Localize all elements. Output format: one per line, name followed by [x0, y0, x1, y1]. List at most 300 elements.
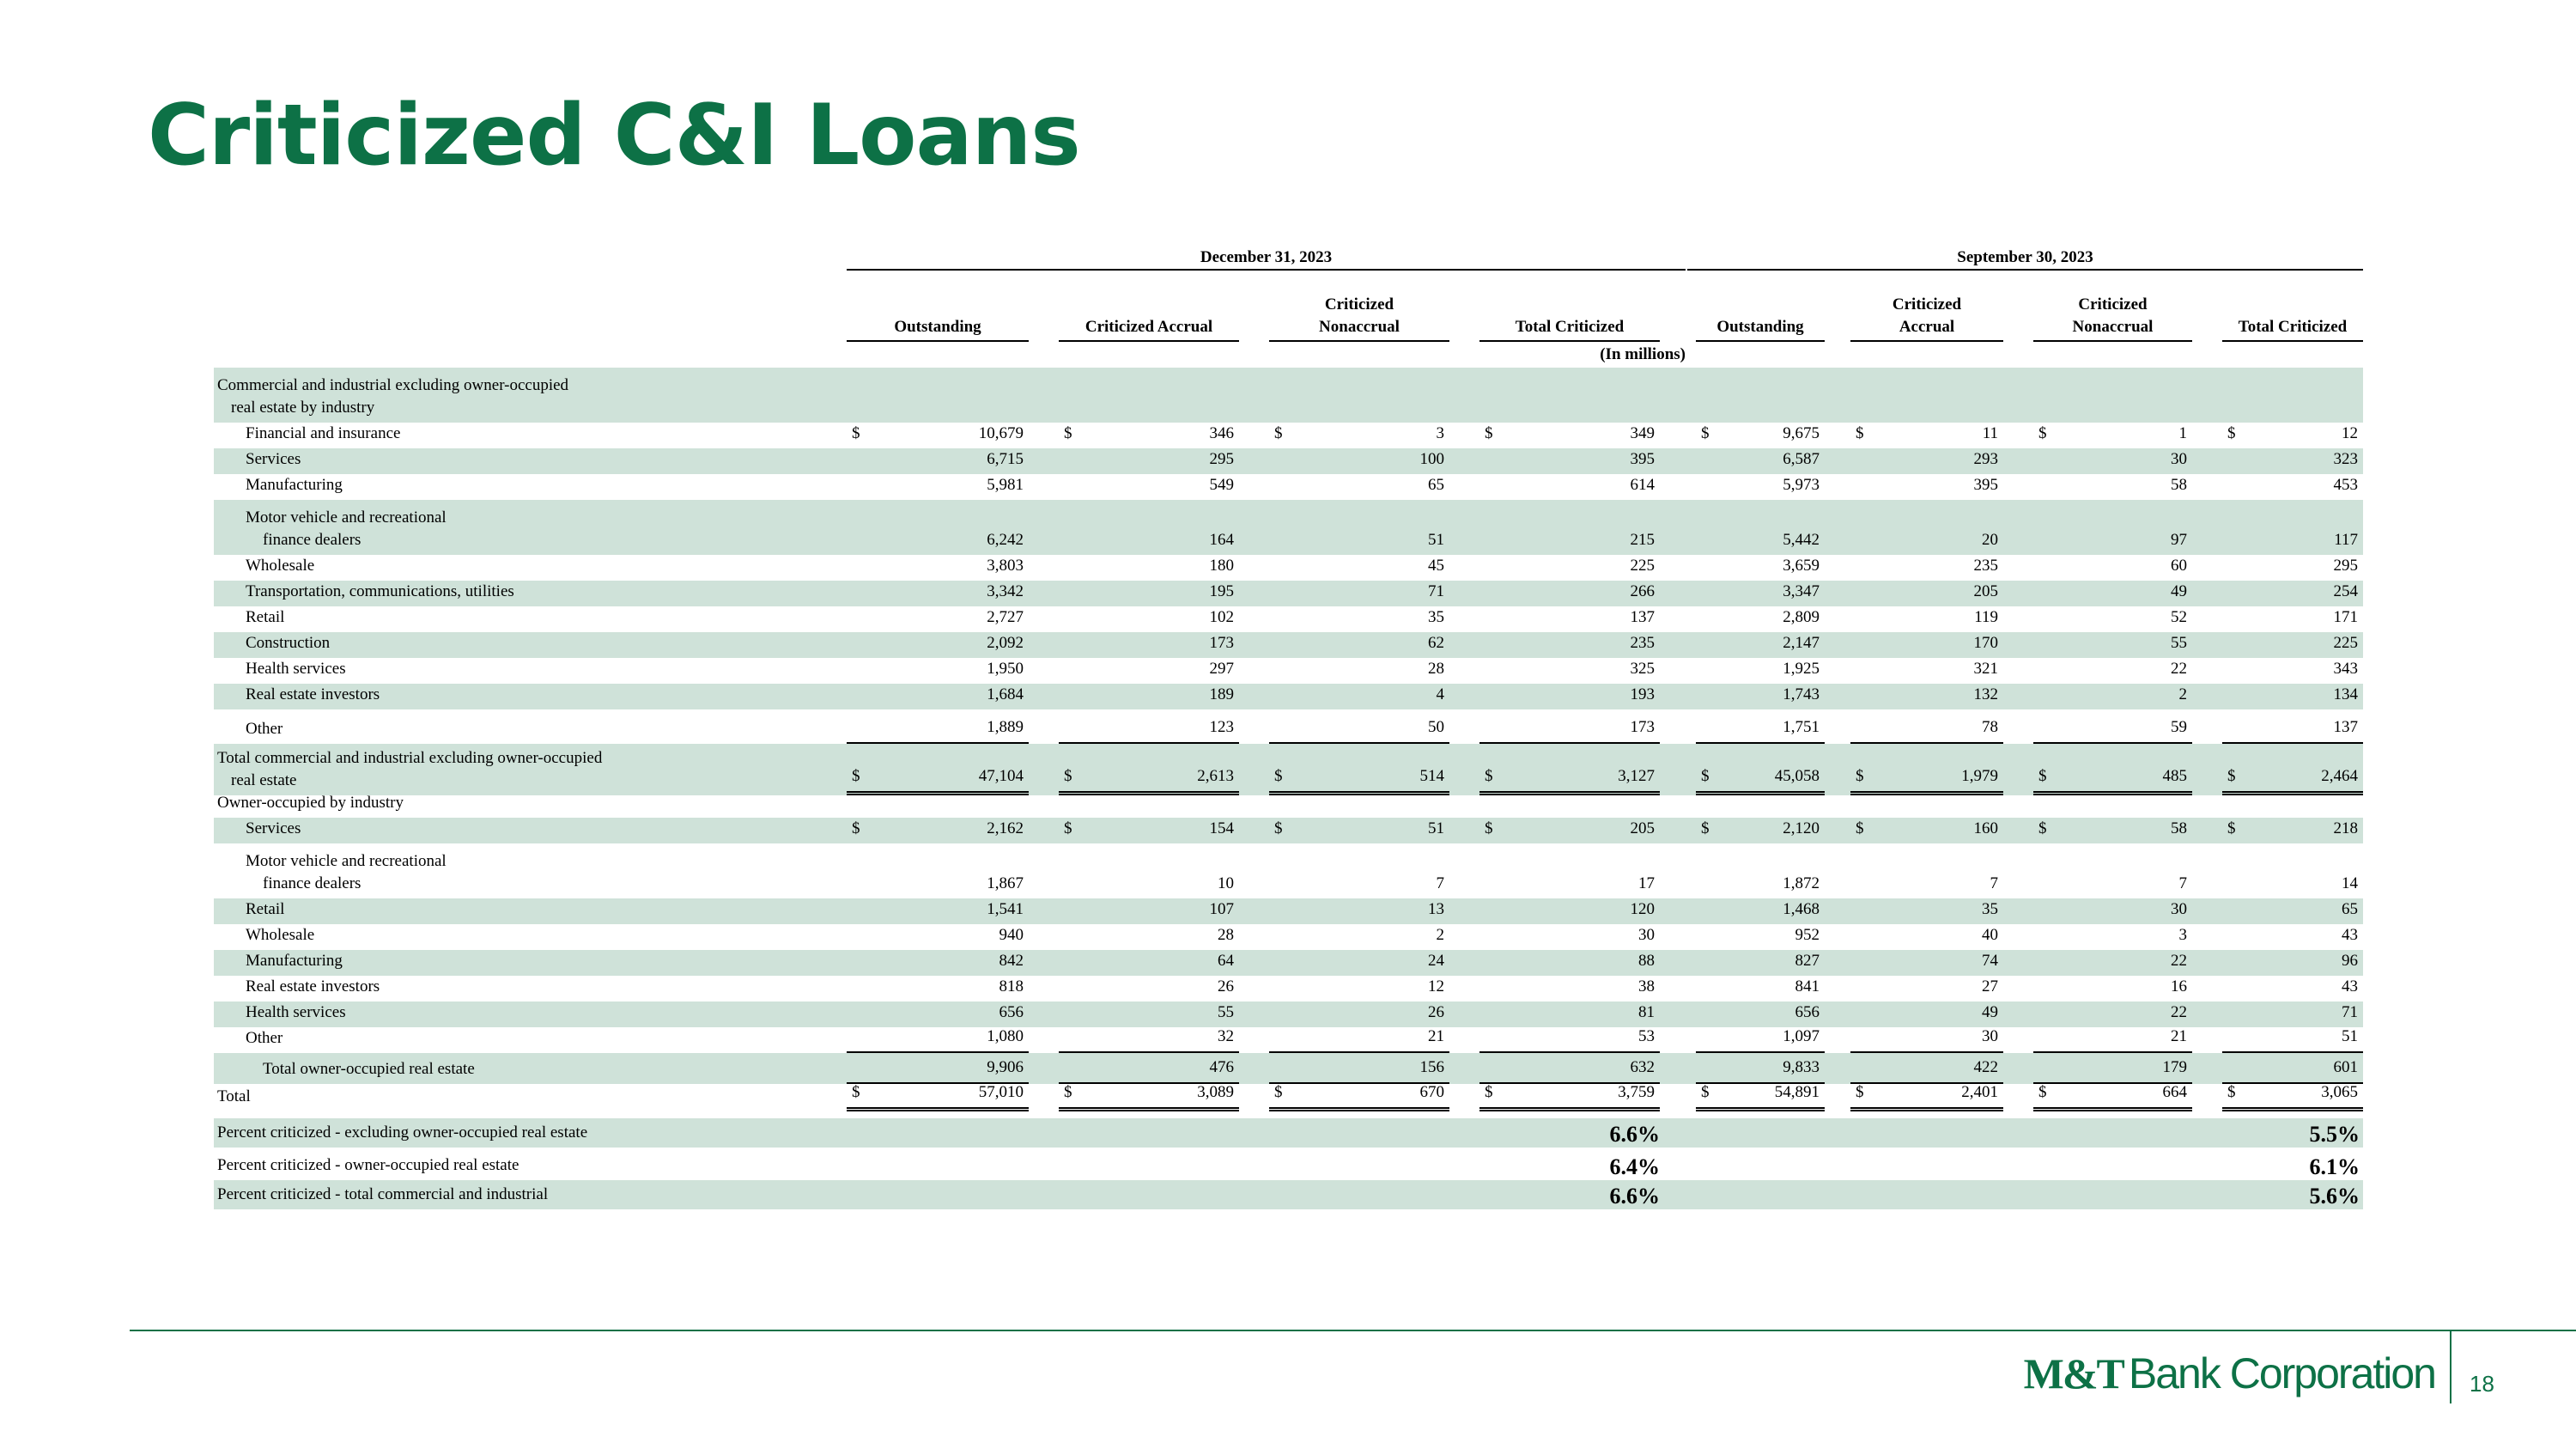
table-cell: [1479, 1027, 1660, 1053]
dollar-sign: $: [1701, 819, 1710, 837]
dollar-sign: $: [1274, 819, 1283, 837]
table-cell: [1059, 632, 1239, 658]
column-header-line: Outstanding: [894, 318, 981, 336]
table-cell: [2222, 818, 2363, 843]
page-number: 18: [2470, 1371, 2494, 1397]
table-row: [214, 474, 2363, 500]
dollar-sign: $: [1274, 767, 1283, 785]
dollar-sign: $: [2038, 819, 2047, 837]
cell-value: 321: [1973, 660, 1998, 678]
cell-value: 225: [2333, 634, 2358, 652]
dollar-sign: $: [1856, 424, 1864, 442]
table-cell: [1269, 555, 1449, 581]
table-cell: [847, 843, 1029, 898]
cell-value: 49: [1982, 1003, 1998, 1021]
table-cell: [2033, 709, 2192, 744]
cell-value: 64: [1218, 952, 1234, 970]
page-title: Criticized C&I Loans: [148, 87, 1080, 185]
table-row: [214, 555, 2363, 581]
row-label: [246, 423, 400, 445]
cell-value: 26: [1428, 1003, 1444, 1021]
table-cell: [847, 709, 1029, 744]
cell-value: 2,401: [1961, 1083, 1998, 1101]
cell-value: 154: [1209, 819, 1234, 837]
cell-value: 88: [1638, 952, 1655, 970]
cell-value: 22: [2171, 1003, 2187, 1021]
cell-value: 9,906: [987, 1058, 1024, 1076]
cell-value: 45,058: [1774, 767, 1820, 785]
cell-value: 225: [1630, 557, 1655, 575]
table-cell: [1850, 581, 2003, 606]
cell-value: 16: [2171, 977, 2187, 995]
dollar-sign: $: [1064, 767, 1072, 785]
column-header-line: Nonaccrual: [1319, 318, 1400, 336]
table-cell: [847, 818, 1029, 843]
table-cell: [1479, 843, 1660, 898]
table-row: [214, 581, 2363, 606]
cell-value: 10,679: [978, 424, 1024, 442]
cell-value: 21: [2171, 1027, 2187, 1045]
table-cell: [1696, 448, 1825, 474]
row-label: [246, 976, 380, 998]
cell-value: 325: [1630, 660, 1655, 678]
dollar-sign: $: [1856, 819, 1864, 837]
table-row: [214, 1180, 2363, 1209]
cell-value: 12: [2342, 424, 2358, 442]
table-cell: [2033, 1002, 2192, 1027]
row-label-line: finance dealers: [263, 531, 361, 549]
table-cell: [2222, 1027, 2363, 1053]
cell-value: 173: [1209, 634, 1234, 652]
table-cell: [1850, 709, 2003, 744]
table-cell: [1479, 1053, 1660, 1084]
cell-value: 40: [1982, 926, 1998, 944]
cell-value: 60: [2171, 557, 2187, 575]
cell-value: 1,541: [987, 900, 1024, 918]
cell-value: 50: [1428, 718, 1444, 736]
row-label: [217, 792, 404, 814]
row-label-line: Manufacturing: [246, 952, 343, 970]
cell-value: 1,889: [987, 718, 1024, 736]
table-cell: [1059, 555, 1239, 581]
footer-divider: [130, 1330, 2576, 1331]
cell-value: 51: [1428, 531, 1444, 549]
table-cell: [2222, 924, 2363, 950]
cell-value: 205: [1630, 819, 1655, 837]
row-label-line: finance dealers: [263, 874, 361, 892]
table-row: [214, 744, 2363, 795]
cell-value: 171: [2333, 608, 2358, 626]
table-cell: [1269, 744, 1449, 795]
dollar-sign: $: [1485, 1083, 1493, 1101]
table-row: [214, 795, 2363, 818]
row-label: [246, 555, 314, 577]
table-cell: [1059, 1027, 1239, 1053]
cell-value: 395: [1630, 450, 1655, 468]
table-cell: [1059, 500, 1239, 555]
cell-value: 10: [1218, 874, 1234, 892]
column-header: [1059, 290, 1239, 342]
table-cell: [1479, 500, 1660, 555]
cell-value: 3,127: [1618, 767, 1655, 785]
dollar-sign: $: [2227, 819, 2236, 837]
table-cell: [1696, 1027, 1825, 1053]
table-row: [214, 658, 2363, 684]
cell-value: 2,809: [1783, 608, 1820, 626]
column-header-line: Outstanding: [1716, 318, 1804, 336]
row-label: [246, 924, 314, 947]
cell-value: 53: [1638, 1027, 1655, 1045]
cell-value: 346: [1209, 424, 1234, 442]
table-cell: [1850, 474, 2003, 500]
table-cell: [847, 1053, 1029, 1084]
table-cell: [1059, 448, 1239, 474]
table-cell: [2222, 976, 2363, 1002]
table-cell: [1269, 1002, 1449, 1027]
row-label: [246, 1002, 346, 1024]
cell-value: 51: [2342, 1027, 2358, 1045]
table-cell: [2033, 744, 2192, 795]
row-label-line: Retail: [246, 608, 285, 626]
cell-value: 123: [1209, 718, 1234, 736]
cell-value: 55: [2171, 634, 2187, 652]
table-cell: [847, 684, 1029, 709]
table-cell: [1850, 1027, 2003, 1053]
table-cell: [1696, 898, 1825, 924]
column-header-line: Nonaccrual: [2072, 318, 2154, 336]
table-row: [214, 818, 2363, 843]
cell-value: 1,097: [1783, 1027, 1820, 1045]
table-cell: [1850, 500, 2003, 555]
table-cell: [847, 423, 1029, 448]
column-header-line: Accrual: [1899, 318, 1955, 336]
cell-value: 1,751: [1783, 718, 1820, 736]
dollar-sign: $: [2038, 1083, 2047, 1101]
table-cell: [2222, 474, 2363, 500]
column-header-line: Criticized: [1324, 295, 1394, 314]
table-cell: [1269, 950, 1449, 976]
percent-cell: [2222, 1148, 2363, 1180]
table-cell: [2033, 474, 2192, 500]
cell-value: 173: [1630, 718, 1655, 736]
cell-value: 514: [1419, 767, 1444, 785]
cell-value: 5,442: [1783, 531, 1820, 549]
cell-value: 43: [2342, 977, 2358, 995]
column-header: [847, 290, 1029, 342]
cell-value: 35: [1428, 608, 1444, 626]
cell-value: 96: [2342, 952, 2358, 970]
table-cell: [2222, 581, 2363, 606]
table-cell: [1269, 632, 1449, 658]
cell-value: 30: [2171, 450, 2187, 468]
cell-value: 97: [2171, 531, 2187, 549]
row-label-line: Motor vehicle and recreational: [246, 852, 447, 870]
table-row: [214, 950, 2363, 976]
percent-value: 6.1%: [2309, 1154, 2360, 1179]
units-note: (In millions): [1600, 345, 1686, 363]
table-row: [214, 709, 2363, 744]
table-cell: [1850, 924, 2003, 950]
dollar-sign: $: [1274, 424, 1283, 442]
cell-value: 632: [1630, 1058, 1655, 1076]
cell-value: 3,759: [1618, 1083, 1655, 1101]
cell-value: 841: [1795, 977, 1820, 995]
cell-value: 3: [1436, 424, 1444, 442]
table-cell: [1269, 818, 1449, 843]
table-cell: [847, 448, 1029, 474]
row-label: [246, 898, 284, 921]
table-cell: [2033, 843, 2192, 898]
table-cell: [2033, 976, 2192, 1002]
cell-value: 49: [2171, 582, 2187, 600]
row-label: [246, 718, 283, 740]
table-cell: [2033, 924, 2192, 950]
table-cell: [1269, 1027, 1449, 1053]
dollar-sign: $: [1064, 424, 1072, 442]
cell-value: 137: [1630, 608, 1655, 626]
row-label: [217, 1086, 251, 1108]
dollar-sign: $: [852, 819, 860, 837]
cell-value: 3,065: [2321, 1083, 2358, 1101]
percent-value: 5.5%: [2309, 1122, 2360, 1147]
cell-value: 43: [2342, 926, 2358, 944]
table-cell: [2033, 950, 2192, 976]
table-cell: [1696, 976, 1825, 1002]
row-label: [217, 747, 602, 792]
cell-value: 827: [1795, 952, 1820, 970]
cell-value: 195: [1209, 582, 1234, 600]
row-label: [246, 474, 343, 496]
cell-value: 132: [1973, 685, 1998, 703]
table-cell: [1850, 744, 2003, 795]
table-cell: [1696, 744, 1825, 795]
row-label-line: Services: [246, 819, 301, 837]
period-header: September 30, 2023: [1687, 247, 2363, 271]
table-row: [214, 632, 2363, 658]
cell-value: 65: [1428, 476, 1444, 494]
table-cell: [1059, 843, 1239, 898]
table-cell: [1059, 976, 1239, 1002]
table-cell: [1269, 423, 1449, 448]
cell-value: 27: [1982, 977, 1998, 995]
table-cell: [1269, 606, 1449, 632]
cell-value: 28: [1218, 926, 1234, 944]
table-row: [214, 1148, 2363, 1180]
table-cell: [1850, 448, 2003, 474]
table-row: [214, 684, 2363, 709]
table-cell: [847, 744, 1029, 795]
dollar-sign: $: [1701, 424, 1710, 442]
cell-value: 134: [2333, 685, 2358, 703]
dollar-sign: $: [1701, 1083, 1710, 1101]
table-cell: [2033, 581, 2192, 606]
cell-value: 71: [2342, 1003, 2358, 1021]
percent-value: 6.4%: [1609, 1154, 1660, 1179]
row-label: [246, 1027, 283, 1050]
table-cell: [2033, 448, 2192, 474]
cell-value: 1,743: [1783, 685, 1820, 703]
cell-value: 9,675: [1783, 424, 1820, 442]
table-cell: [2222, 500, 2363, 555]
table-cell: [847, 1084, 1029, 1111]
cell-value: 14: [2342, 874, 2358, 892]
row-label: [246, 632, 330, 654]
cell-value: 295: [2333, 557, 2358, 575]
table-cell: [1059, 898, 1239, 924]
table-cell: [1059, 818, 1239, 843]
table-cell: [2222, 684, 2363, 709]
table-row: [214, 1118, 2363, 1148]
table-row: [214, 898, 2363, 924]
cell-value: 453: [2333, 476, 2358, 494]
cell-value: 2,092: [987, 634, 1024, 652]
cell-value: 78: [1982, 718, 1998, 736]
cell-value: 9,833: [1783, 1058, 1820, 1076]
cell-value: 170: [1973, 634, 1998, 652]
cell-value: 55: [1218, 1003, 1234, 1021]
table-cell: [1269, 474, 1449, 500]
column-header: [1696, 290, 1825, 342]
table-row: [214, 976, 2363, 1002]
table-cell: [847, 606, 1029, 632]
table-cell: [1059, 1084, 1239, 1111]
column-header: [1850, 290, 2003, 342]
table-cell: [847, 1027, 1029, 1053]
company-logo: [2024, 1349, 2435, 1409]
table-cell: [1479, 924, 1660, 950]
table-row: [214, 1084, 2363, 1111]
table-cell: [1059, 709, 1239, 744]
cell-value: 65: [2342, 900, 2358, 918]
cell-value: 30: [1638, 926, 1655, 944]
table-cell: [1850, 423, 2003, 448]
column-header: [1269, 290, 1449, 342]
cell-value: 2,727: [987, 608, 1024, 626]
cell-value: 3,089: [1197, 1083, 1234, 1101]
logo-mark: M&T: [2023, 1349, 2123, 1397]
table-cell: [1696, 500, 1825, 555]
row-label: [246, 606, 284, 629]
table-cell: [2033, 606, 2192, 632]
dollar-sign: $: [1064, 1083, 1072, 1101]
column-header: [2222, 290, 2363, 342]
table-cell: [847, 632, 1029, 658]
percent-cell: [1479, 1148, 1663, 1180]
dollar-sign: $: [2227, 1083, 2236, 1101]
table-row: [214, 606, 2363, 632]
table-cell: [1269, 1053, 1449, 1084]
table-cell: [1269, 684, 1449, 709]
table-cell: [1696, 581, 1825, 606]
dollar-sign: $: [852, 424, 860, 442]
table-cell: [1850, 898, 2003, 924]
cell-value: 58: [2171, 819, 2187, 837]
cell-value: 3,342: [987, 582, 1024, 600]
table-cell: [1269, 448, 1449, 474]
cell-value: 20: [1982, 531, 1998, 549]
table-cell: [1059, 950, 1239, 976]
row-label: [246, 818, 301, 840]
row-label: [246, 507, 447, 551]
table-cell: [2033, 684, 2192, 709]
row-label-line: real estate: [231, 771, 297, 789]
cell-value: 54,891: [1774, 1083, 1820, 1101]
table-cell: [1059, 1002, 1239, 1027]
row-label: [217, 1154, 519, 1177]
table-cell: [1479, 606, 1660, 632]
table-cell: [1269, 500, 1449, 555]
table-cell: [2222, 1053, 2363, 1084]
table-cell: [2033, 658, 2192, 684]
cell-value: 614: [1630, 476, 1655, 494]
logo-text: Bank Corporation: [2128, 1349, 2435, 1397]
cell-value: 395: [1973, 476, 1998, 494]
cell-value: 3,803: [987, 557, 1024, 575]
cell-value: 71: [1428, 582, 1444, 600]
row-label: [246, 658, 346, 680]
row-label-line: Construction: [246, 634, 331, 652]
cell-value: 295: [1209, 450, 1234, 468]
row-label-line: Other: [246, 720, 283, 738]
cell-value: 189: [1209, 685, 1234, 703]
table-cell: [2222, 423, 2363, 448]
table-cell: [1850, 684, 2003, 709]
table-cell: [1479, 976, 1660, 1002]
table-cell: [847, 555, 1029, 581]
cell-value: 35: [1982, 900, 1998, 918]
footer-vertical-divider: [2450, 1331, 2451, 1403]
table-row: [214, 843, 2363, 898]
cell-value: 179: [2162, 1058, 2187, 1076]
table-cell: [1059, 924, 1239, 950]
column-header-line: Total Criticized: [1515, 318, 1625, 336]
cell-value: 940: [999, 926, 1024, 944]
table-cell: [2033, 898, 2192, 924]
table-cell: [1696, 1002, 1825, 1027]
cell-value: 2,613: [1197, 767, 1234, 785]
dollar-sign: $: [1701, 767, 1710, 785]
cell-value: 17: [1638, 874, 1655, 892]
table-cell: [2033, 632, 2192, 658]
cell-value: 107: [1209, 900, 1234, 918]
cell-value: 160: [1973, 819, 1998, 837]
cell-value: 656: [999, 1003, 1024, 1021]
table-row: [214, 1053, 2363, 1084]
table-cell: [1850, 1084, 2003, 1111]
row-label-line: Owner-occupied by industry: [217, 794, 404, 812]
table-cell: [2033, 500, 2192, 555]
cell-value: 1: [2178, 424, 2187, 442]
table-cell: [2222, 658, 2363, 684]
table-cell: [2222, 1084, 2363, 1111]
table-cell: [1850, 606, 2003, 632]
table-cell: [1696, 423, 1825, 448]
row-label-line: Services: [246, 450, 301, 468]
row-label: [246, 448, 301, 471]
dollar-sign: $: [852, 767, 860, 785]
table-cell: [2033, 1027, 2192, 1053]
table-cell: [1059, 744, 1239, 795]
cell-value: 164: [1209, 531, 1234, 549]
percent-value: 6.6%: [1609, 1184, 1660, 1209]
column-header: [1479, 290, 1660, 342]
table-cell: [2222, 744, 2363, 795]
row-label-line: Percent criticized - total commercial and industrial: [217, 1185, 549, 1203]
cell-value: 1,684: [987, 685, 1024, 703]
table-cell: [1696, 684, 1825, 709]
cell-value: 119: [1974, 608, 1998, 626]
cell-value: 22: [2171, 952, 2187, 970]
